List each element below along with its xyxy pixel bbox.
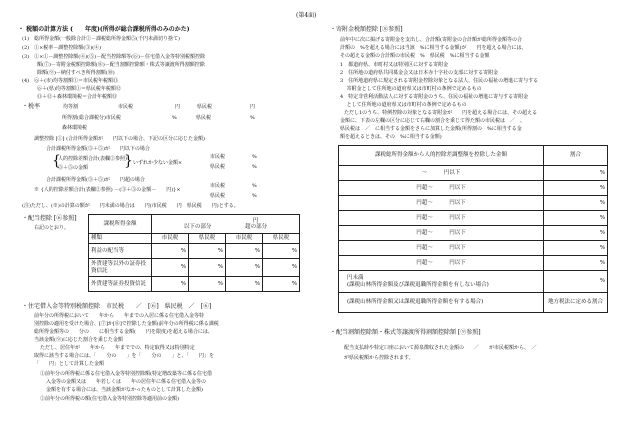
- adj-rate: %: [252, 183, 257, 189]
- donation-row-right: %: [544, 196, 608, 211]
- dividend-cell: %: [225, 259, 262, 277]
- adj-rate: 県民税: [210, 193, 226, 199]
- calc-line: ⑪＋⑫＋森林環境税＝合計年税額⑬: [22, 94, 118, 100]
- rate-cell: 県民税: [197, 104, 213, 110]
- donation-row-right: %: [544, 181, 608, 196]
- rate-cell: %: [250, 115, 255, 121]
- housing-title: ・住宅借入金等特別税額控除 市民税 ／ [⑥] 県民税 ／ [⑥]: [22, 303, 212, 310]
- dividend-credit-line: が県民税額から控除されます。: [344, 355, 414, 361]
- donation-line: 1 都道府県、市町村又は特別区に対する寄附金: [340, 62, 449, 68]
- calc-line: (2) ①×税率－調整控除額(③)(④): [22, 45, 102, 51]
- adjust-line: 合計課税所得金額(③＋⑤)が 円超の場合: [46, 177, 145, 183]
- housing-line: 入金等の金額又は 年若しくは 年の居住年に係る住宅借入金等の: [46, 379, 207, 385]
- dividend-table: [88, 214, 300, 292]
- housing-line: 金額を有する場合には、当該金額がなかったものとして計算した金額): [46, 387, 203, 393]
- calc-line: (1) 総所得金額(一般除合計②－課税総所得金額⑤(千円未満切り捨て): [22, 36, 180, 42]
- dividend-cell: %: [188, 277, 225, 292]
- dividend-sub: 右記のとおり。: [34, 225, 70, 231]
- calc-line: ⑥＋(県)均等割額①＝県民税年税額⑫: [22, 86, 121, 92]
- dividend-cell: %: [262, 259, 299, 277]
- calc-line: (3) ①×①－調整控除額(④)(⑤)－配当控除額等(⑥)－住宅借入金等特別税額控除: [22, 54, 205, 60]
- adjust-line: 人的控除差額合計(表欄②参照): [58, 156, 127, 162]
- housing-line: ただし、居住年が 年から 年まででの、特定取得又は特別特定: [40, 345, 195, 351]
- dividend-head-le: 以下の部分: [183, 224, 212, 230]
- dividend-head-kind: 種類: [89, 234, 152, 244]
- donation-row-left: 円超～ 円以下: [339, 181, 544, 196]
- donation-row-left: 円超～ 円以下: [339, 211, 544, 226]
- housing-line: 当該金額(⑨)に応じた割合を乗じた金額: [34, 337, 123, 343]
- donation-row-right: %: [544, 271, 608, 293]
- donation-line: として住所地の道府県又は市町村の条例で定めるもの: [340, 102, 467, 108]
- donation-row-left: ～ 円以下: [339, 166, 544, 181]
- donation-head-left: 課税総所得金額から人的控除差調整額を控除した金額: [339, 146, 544, 166]
- donation-line: ただし1のうち、特例控除の対象となる寄附金が 円を超える場合には、その超える: [344, 110, 538, 116]
- rate-cell: %: [172, 115, 177, 121]
- dividend-cell: %: [262, 277, 299, 292]
- donation-row-right: %: [544, 256, 608, 271]
- dividend-head-city: 市民税: [225, 234, 262, 244]
- calc-line: 額(⑦)－寄附金税額控除額(⑧)－配当割額控除額・株式等譲渡所得割額控除: [22, 62, 205, 68]
- donation-line: 金額に、下表の左欄の区分に応じて右欄の割合を乗じて得た額の市民税は ／ 、: [340, 118, 526, 124]
- donation-line: 寄附金として住所地の道府県又は市町村の条例で定めるもの: [340, 86, 482, 92]
- donation-line: その超える金額の合計額の市民税 % 県民税 %に相当する金額: [340, 53, 490, 59]
- dividend-cell: %: [188, 259, 225, 277]
- dividend-cell: %: [152, 259, 189, 277]
- brace-close: }: [124, 153, 133, 169]
- dividend-cell: %: [152, 244, 189, 259]
- dividend-cell: %: [225, 244, 262, 259]
- dividend-row-label: 外貨建等証券投資信託: [89, 277, 152, 292]
- donation-row-right: %: [544, 166, 608, 181]
- dividend-head-gt: 超の部分: [245, 224, 268, 230]
- adj-rate: 県民税: [210, 164, 226, 170]
- donation-row-left: 円超～ 円以下: [339, 196, 544, 211]
- housing-line: 総所得金額等の 分の に相当する金額( 円を限度)を超える場合には、: [34, 329, 213, 335]
- rate-cell: 円: [250, 104, 256, 110]
- housing-line: ①前年分の所得税に係る住宅借入金等特別控除額(特定増改築等に係る住宅借: [40, 371, 212, 377]
- housing-line: 取得に該当する場合には、「 分の 」を「 分の 」と、「 円」を: [34, 353, 215, 359]
- donation-row-under-label: 円未満: [347, 275, 364, 282]
- dividend-cell: %: [188, 244, 225, 259]
- dividend-head-range: [152, 215, 300, 234]
- dividend-head-yen: 円: [252, 217, 259, 224]
- dividend-cell: %: [152, 277, 189, 292]
- dividend-title: ・配当控除 [⑥参照]: [22, 215, 77, 222]
- dividend-row-label: 外貨建等以外の証券投資信託: [89, 259, 152, 277]
- housing-line: 「 円」として計算した金額: [34, 361, 105, 367]
- adjust-line: 合計課税所得金額(③＋⑤)が 円以下の場合: [46, 146, 150, 152]
- donation-line: 3 住所地道府県に規定される寄附金控除対象となる法人、住民の福祉の増進に寄与する: [340, 78, 539, 84]
- donation-row-left: 円超～ 円以下: [339, 226, 544, 241]
- donation-line: 2 住所地の道府県共同募金会又は日本赤十字社の支部に対する寄附金: [340, 70, 499, 76]
- rate-cell: 均等割: [63, 104, 79, 110]
- donation-row-right: %: [544, 211, 608, 226]
- donation-row-last: (課税山林所得金額又は課税退職所得金額を有する場合): [339, 293, 544, 313]
- donation-row-right: %: [544, 226, 608, 241]
- adjust-line: いずれか少ない金額×: [133, 160, 183, 166]
- donation-line: 額を超えるときは、その %に相当する金額): [340, 134, 442, 140]
- adj-rate: 市民税: [210, 154, 226, 160]
- rate-cell: 円: [175, 104, 181, 110]
- adj-rate: 市民税: [210, 183, 226, 189]
- adj-rate: %: [252, 154, 257, 160]
- brace-open: {: [52, 153, 61, 169]
- adjust-line: ③＋⑤の金額: [58, 165, 89, 171]
- donation-line: 計額の %を超える場合には当該 %に相当する金額)が 円を超える場合には、: [340, 45, 527, 51]
- dividend-head-pref: 県民税: [188, 234, 225, 244]
- dividend-cell: %: [262, 244, 299, 259]
- donation-line: 前年中に次に掲げる寄附金を支出し、合計額(寄附金の合計額が総所得金額等の合: [340, 37, 522, 43]
- donation-row-under-sub: (課税山林所得金額及び課税退職所得金額を有しない場合): [347, 281, 489, 288]
- donation-title: ・寄附金税額控除 [⑧参照]: [330, 26, 403, 33]
- tax-calc-title: ・ 税額の計算方法 ( 年度)(所得が総合課税所得のみのかた): [18, 26, 190, 33]
- rate-label: ・税率: [22, 103, 41, 110]
- calc-line: (4) ⑥＋(市)均等割額①＝市民税年税額⑪: [22, 78, 118, 84]
- donation-row-last-right: 地方税法に定める割合: [544, 293, 608, 313]
- donation-line: 県民税は ／ に相当する金額をさらに加算した金額(所得割の %に相当する金: [340, 126, 522, 132]
- dividend-row-label: 利益の配当等: [89, 244, 152, 259]
- rate-cell: 所得割(総合課税分)市民税: [62, 115, 121, 121]
- housing-line: 前年分の所得税において 年から 年までの入居に係る住宅借入金等特: [34, 313, 205, 319]
- housing-line: ②前年分の所得税の額(住宅借入金等特別控除等適用前の金額): [40, 396, 179, 402]
- adjust-note: (注)ただし、(※)の計算の額が 円未満の場合は 円(市民税 円 県民税 円)とする。: [22, 203, 239, 209]
- donation-head-right: 割合: [544, 146, 608, 166]
- adj-rate: %: [252, 164, 257, 170]
- donation-line: 4 特定非営利活動法人に対する寄附金のうち、住民の福祉の増進に寄与する寄附金: [340, 94, 529, 100]
- dividend-head-pref: 県民税: [262, 234, 299, 244]
- dividend-credit-line: 配当支払時や特定口座において源泉徴収された金額の ／ が市民税額から、 ／: [344, 345, 537, 351]
- dividend-head-main: 課税所得金額: [103, 220, 137, 227]
- dividend-credit-title: ・配当割額控除額・株式等譲渡所得割額控除額 [⑨参照]: [330, 329, 481, 336]
- dividend-table-corner: [89, 215, 152, 234]
- adjust-title: 調整控除 [①] (合計所得金額が 円以下の場合、下記の区分に応じた金額): [34, 136, 205, 142]
- calc-line: 除額(⑨)－納付すべき所得割額(⑩): [22, 70, 115, 76]
- donation-row-right: %: [544, 241, 608, 256]
- dividend-cell: %: [225, 277, 262, 292]
- rate-cell: 県民税: [196, 115, 212, 121]
- housing-line: 別控除の適用を受けた場合、[⑦]か[⑧]で控除した金額(前年分の所得税に係る課税: [34, 321, 219, 327]
- dividend-head-city: 市民税: [152, 234, 189, 244]
- forest-tax-label: 森林環境税: [62, 125, 88, 131]
- donation-row-left: 円超～ 円以下: [339, 241, 544, 256]
- adjust-line: ※ {人的控除差額合計(表欄②参照) －(③＋⑤の金額－ 円)}×: [34, 187, 181, 193]
- page-label: (第4面): [296, 12, 317, 19]
- donation-row-left: 円超～ 円以下: [339, 256, 544, 271]
- donation-row-under: [339, 271, 544, 293]
- adj-rate: %: [252, 193, 257, 199]
- rate-cell: 市民税: [118, 104, 134, 110]
- donation-rate-table: [338, 145, 608, 313]
